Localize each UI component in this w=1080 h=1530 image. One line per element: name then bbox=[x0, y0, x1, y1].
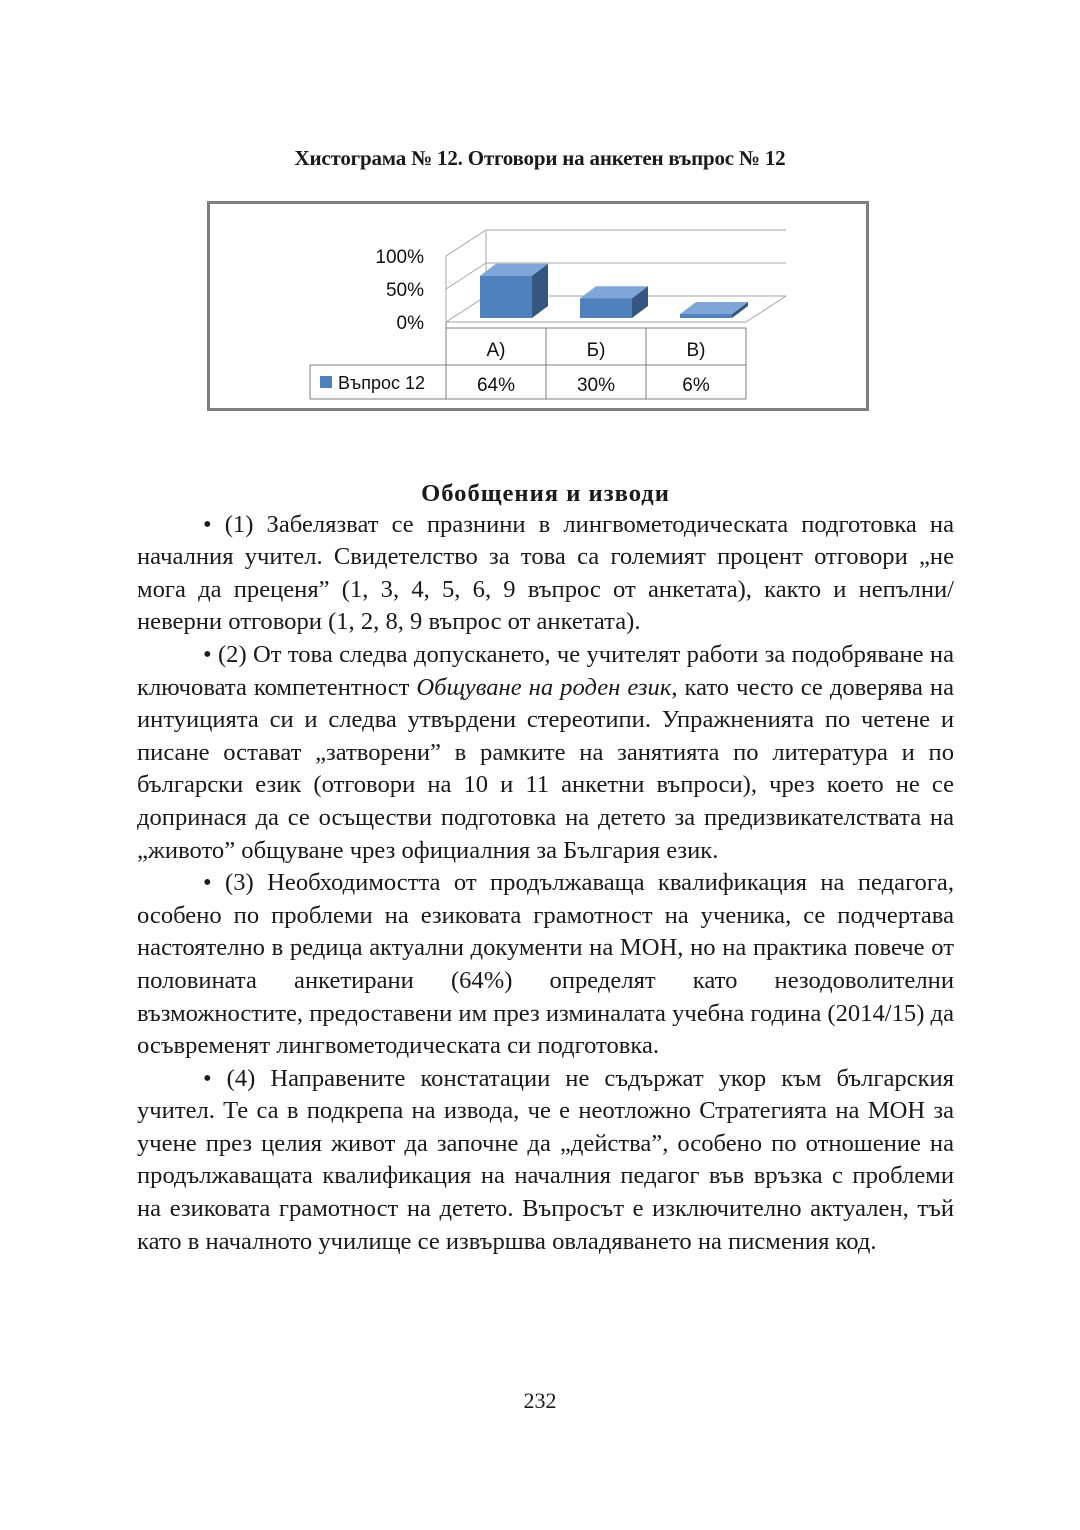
y-axis-ticks bbox=[375, 247, 424, 334]
y-tick-label: 100% bbox=[375, 247, 424, 268]
paragraph-2-start: • (2) От това следва допускането, че учителят работи за подобряване на ключовата компетентност bbox=[137, 640, 954, 701]
y-tick-label: 50% bbox=[385, 280, 424, 301]
paragraph-2-emphasis: Общуване на роден език bbox=[416, 673, 672, 701]
category-label: Б) bbox=[586, 340, 606, 361]
summary-section bbox=[137, 478, 954, 1258]
bar-front bbox=[480, 276, 532, 318]
data-label: 6% bbox=[682, 375, 710, 396]
section-heading: Обобщения и изводи bbox=[421, 480, 670, 507]
chart-svg bbox=[210, 204, 866, 408]
paragraph-2-end: , като често се доверява на интуицията си и следва утвърдени стереотипи. Упражненията по четене и писане остават „затворени” в рамките на занятията по литература и по български език (отговори на 10 и 11 анкетни въпроси), чрез което не се допринася да се осъществи подготовка на детето за предизвикателствата на „живото” общуване чрез официалния за България език. bbox=[137, 673, 954, 864]
legend-label: Въпрос 12 bbox=[338, 373, 426, 393]
category-label: А) bbox=[486, 340, 506, 361]
gridline bbox=[446, 230, 786, 256]
bar bbox=[480, 264, 548, 318]
paragraph-1: • (1) Забелязват се празнини в лингвометодическата подготовка на началния учител. Свидетелство за това са големият процент отговори „не мога да преценя” (1, 3, 4, 5, 6, 9 въпрос от анкетата), както и непълни/неверни отговори (1, 2, 8, 9 въпрос от анкетата). bbox=[137, 510, 954, 636]
y-tick-label: 0% bbox=[396, 313, 424, 334]
chart-bars bbox=[480, 264, 748, 318]
page-number: 232 bbox=[523, 1388, 557, 1413]
chart-frame bbox=[207, 201, 869, 411]
category-label: В) bbox=[686, 340, 706, 361]
bar-front bbox=[580, 298, 632, 318]
legend-key bbox=[320, 376, 332, 388]
chart-caption: Хистограма № 12. Отговори на анкетен въпрос № 12 bbox=[294, 146, 786, 170]
data-label: 30% bbox=[576, 375, 616, 396]
floor-right-edge bbox=[746, 296, 786, 322]
paragraph-4: • (4) Направените констатации не съдържат укор към българския учител. Те са в подкрепа на извода, че е неотложно Стратегията на МОН за учене през целия живот да започне да „действа”, особено по отношение на продължаващата квалификация на началния педагог във връзка с проблеми на езиковата грамотност на детето. Въпросът е изключително актуален, тъй като в началното училище се извършва овладяването на писмения код. bbox=[137, 1064, 954, 1255]
paragraph-2 bbox=[137, 639, 954, 867]
bar bbox=[680, 302, 748, 318]
paragraph-3: • (3) Необходимостта от продължаваща квалификация на педагога, особено по проблеми на езиковата грамотност на ученика, се подчертава настоятелно в редица актуални документи на МОН, но на практика повече от половината анкетирани (64%) определят като незодоволителни възможностите, предоставени им през изминалата учебна година (2014/15) да осъвременят лингвометодическата си подготовка. bbox=[137, 869, 954, 1060]
bar bbox=[580, 286, 648, 318]
data-label: 64% bbox=[476, 375, 516, 396]
bar-front bbox=[680, 314, 732, 318]
data-table bbox=[310, 322, 746, 399]
